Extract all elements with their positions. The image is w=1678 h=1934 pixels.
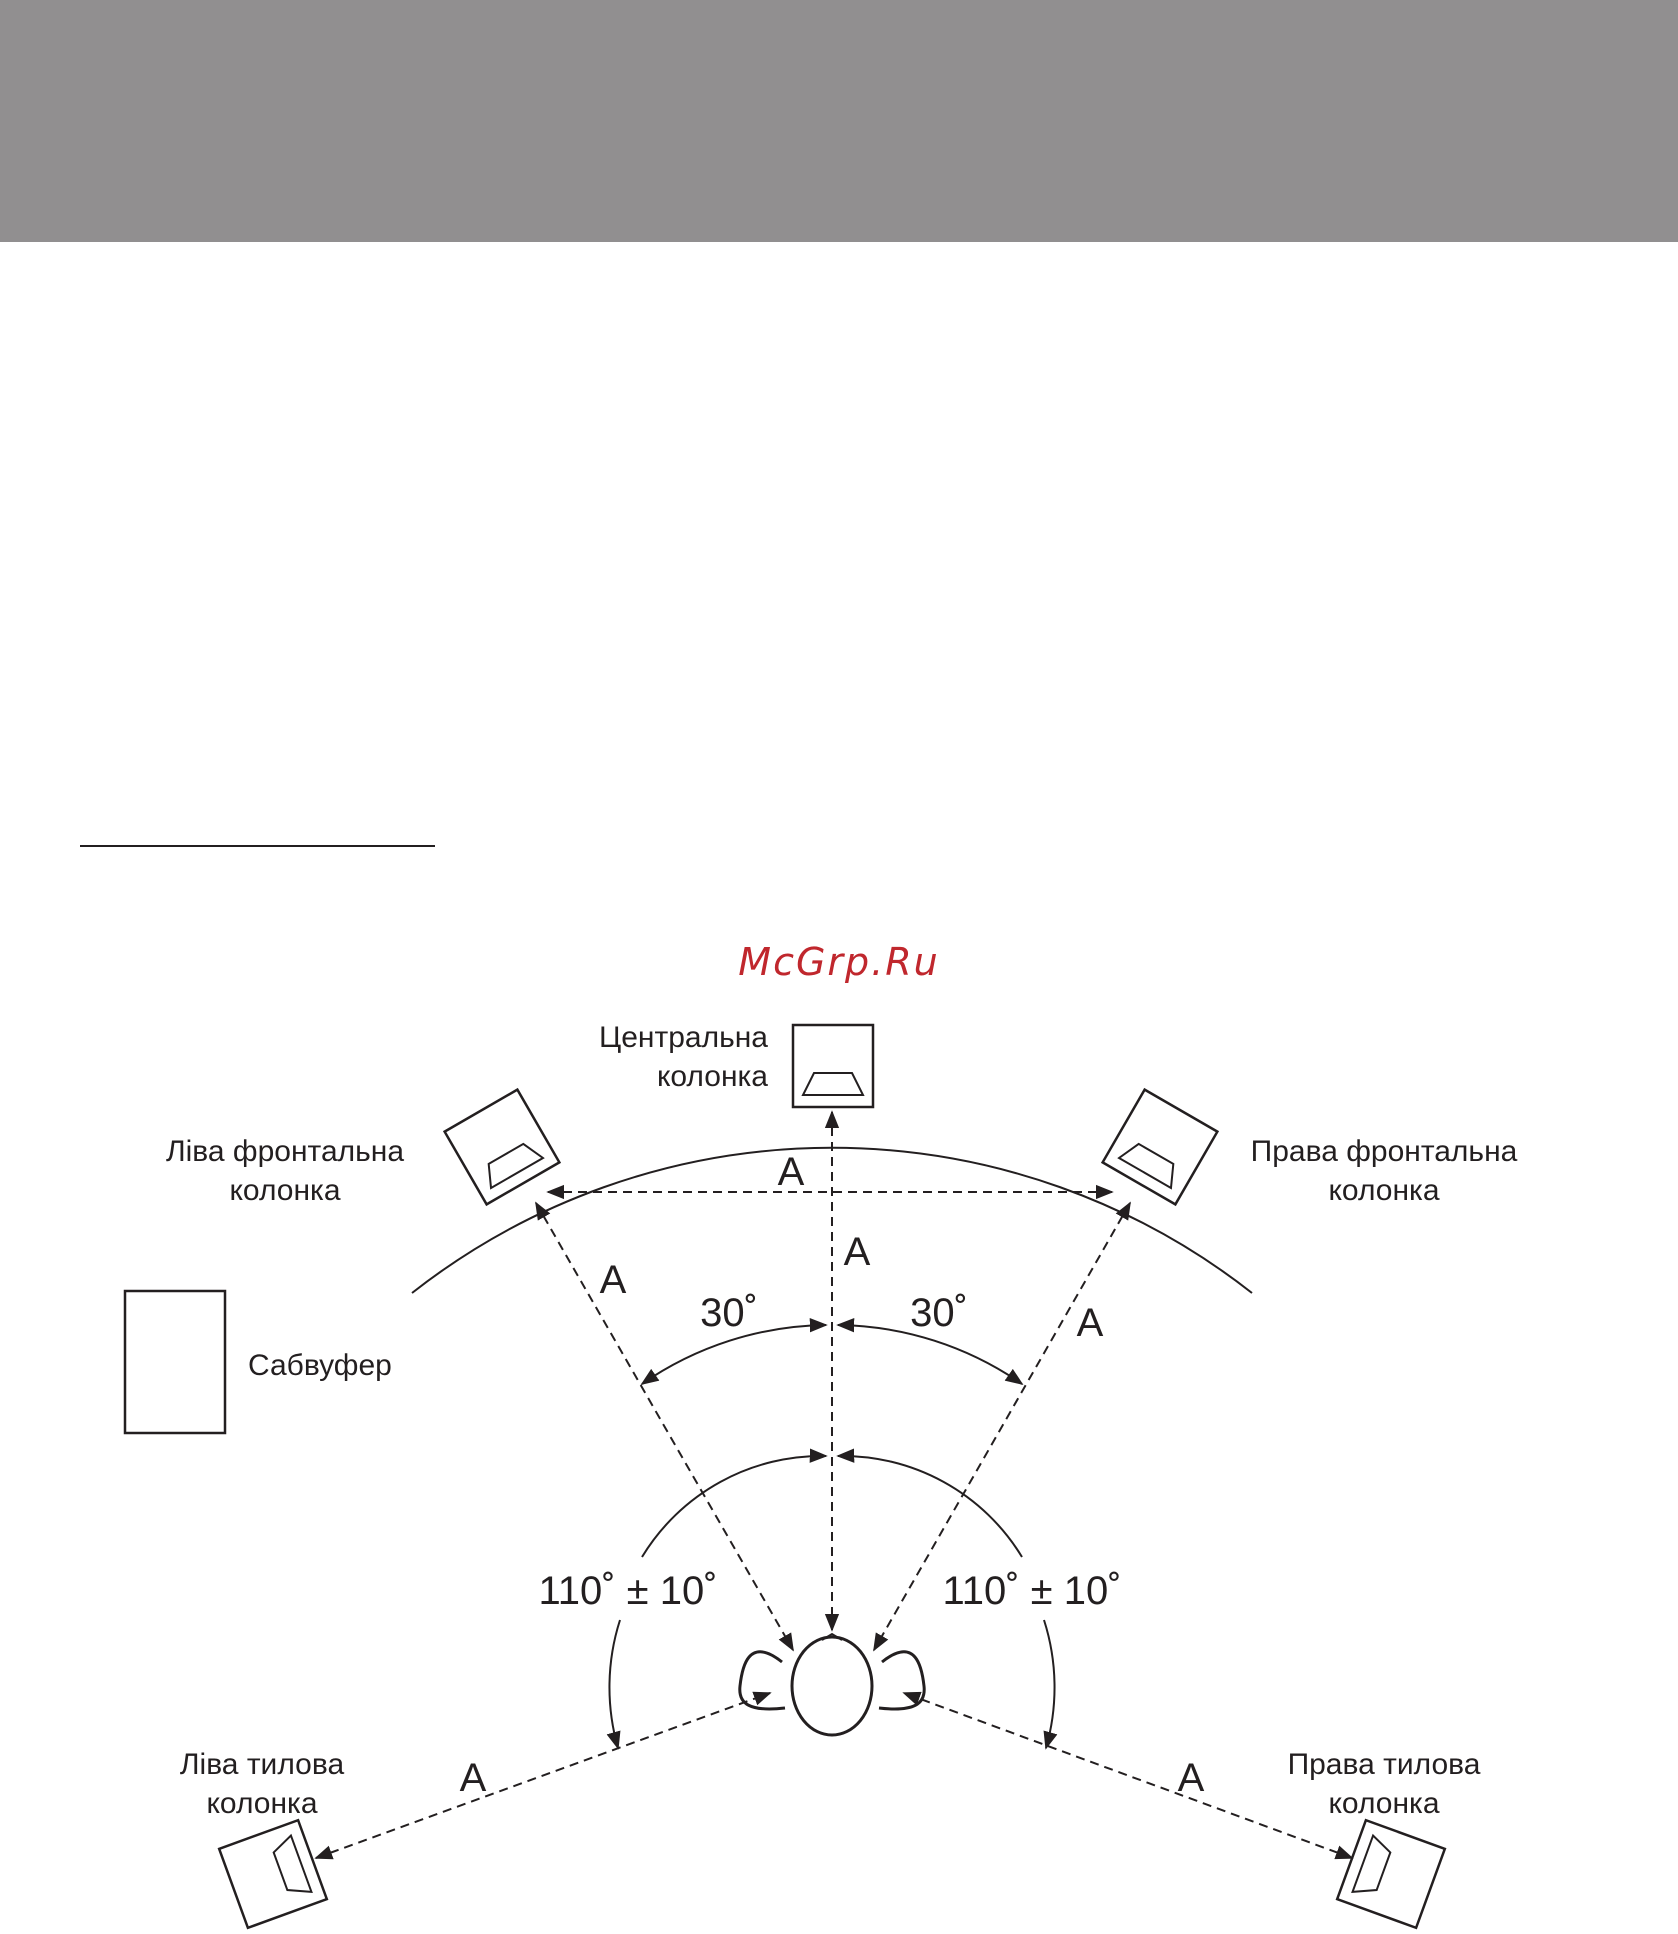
front-right-speaker-label: Права фронтальна — [1250, 1135, 1518, 1168]
rear-right-speaker-icon — [1337, 1820, 1445, 1928]
right-rear-distance-line — [904, 1693, 1352, 1858]
distance-label-right-rear: A — [1177, 1756, 1205, 1800]
rear-right-speaker-label: Права тилова — [1287, 1748, 1481, 1781]
distance-label-left-rear: A — [459, 1756, 487, 1800]
angle-arc-110-left-lower — [609, 1620, 620, 1748]
distance-label-front: A — [777, 1150, 805, 1194]
front-right-speaker-label-2: колонка — [1328, 1174, 1440, 1207]
front-left-speaker-label: Ліва фронтальна — [165, 1135, 405, 1168]
subwoofer-label: Сабвуфер — [248, 1349, 392, 1382]
subwoofer-box — [125, 1291, 225, 1433]
angle-arc-110-right-upper — [838, 1456, 1022, 1557]
rear-left-speaker-label-2: колонка — [206, 1787, 318, 1820]
front-left-speaker-icon — [445, 1090, 560, 1205]
rear-left-speaker-icon — [219, 1820, 327, 1928]
listener-head-icon — [740, 1634, 924, 1735]
center-speaker-label: Центральна — [599, 1021, 768, 1054]
distance-label-center: A — [843, 1230, 871, 1274]
front-left-speaker-label-2: колонка — [229, 1174, 341, 1207]
angle-label-rear-right: 110˚ ± 10˚ — [942, 1569, 1122, 1613]
front-right-speaker-icon — [1103, 1090, 1218, 1205]
angle-label-rear-left: 110˚ ± 10˚ — [538, 1569, 718, 1613]
center-speaker-icon — [793, 1025, 873, 1107]
rear-left-speaker-label: Ліва тилова — [179, 1748, 345, 1781]
center-speaker-label-2: колонка — [656, 1060, 768, 1093]
watermark: McGrp.Ru — [738, 940, 940, 984]
left-rear-distance-line — [316, 1693, 770, 1858]
angle-label-front-right: 30˚ — [910, 1291, 968, 1335]
angle-label-front-left: 30˚ — [700, 1291, 758, 1335]
distance-label-right-front: A — [1076, 1301, 1104, 1345]
rear-right-speaker-label-2: колонка — [1328, 1787, 1440, 1820]
distance-label-left-front: A — [599, 1258, 627, 1302]
angle-arc-110-right-lower — [1044, 1620, 1055, 1748]
angle-arc-110-left-upper — [642, 1456, 826, 1557]
